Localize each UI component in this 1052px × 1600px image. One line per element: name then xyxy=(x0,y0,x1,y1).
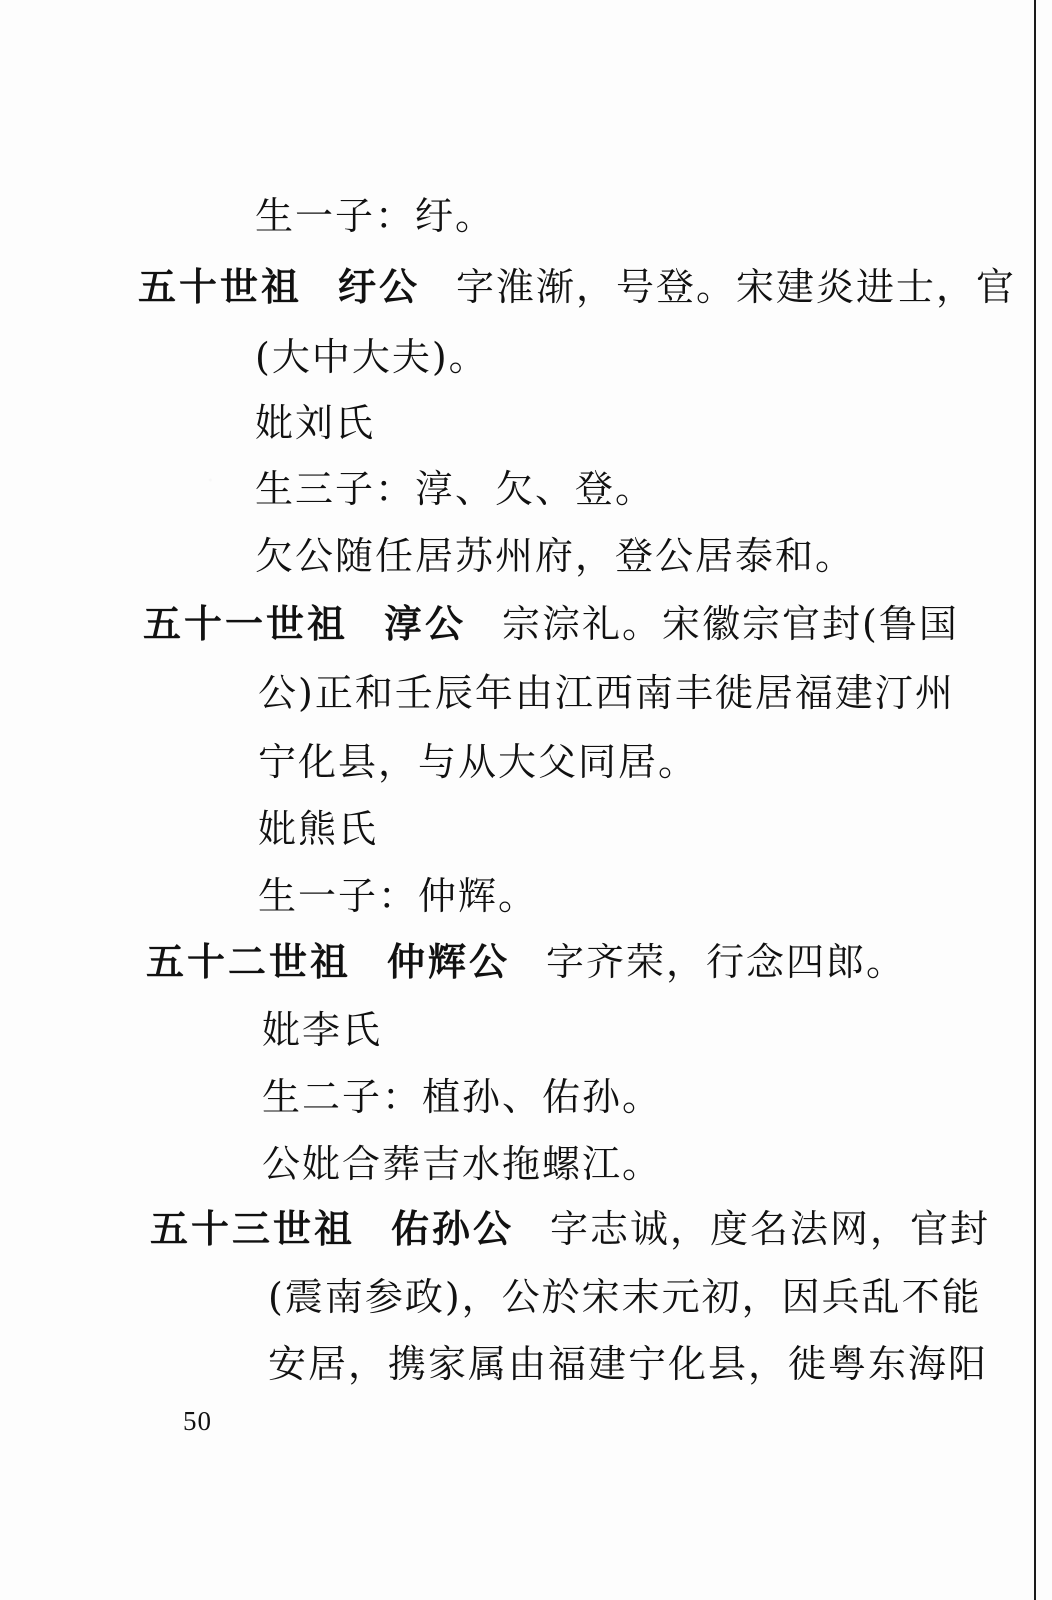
text-line: 妣熊氏 xyxy=(258,807,379,851)
text-line: 欠公随任居苏州府，登公居泰和。 xyxy=(255,534,856,578)
entry-description: 字齐荣，行念四郎。 xyxy=(546,940,907,984)
text-line: 妣刘氏 xyxy=(255,401,376,445)
text-line: 宁化县，与从大父同居。 xyxy=(258,740,699,784)
text-line: 安居，携家属由福建宁化县，徙粤东海阳 xyxy=(268,1342,989,1386)
page-number: 50 xyxy=(183,1406,212,1436)
generation-label: 五十二世祖 xyxy=(146,940,352,984)
page-edge-line xyxy=(1034,0,1036,1600)
text-line: 生一子：仲辉。 xyxy=(258,874,539,918)
text-line: 妣李氏 xyxy=(262,1008,383,1052)
text-line: 公妣合葬吉水拖螺江。 xyxy=(262,1142,663,1186)
text-line: 生二子：植孙、佑孙。 xyxy=(262,1075,663,1119)
genealogy-entry-50 xyxy=(138,265,1017,309)
text-line: (震南参政)，公於宋末元初，因兵乱不能 xyxy=(268,1275,982,1319)
genealogy-entry-52 xyxy=(146,940,907,984)
genealogy-entry-51 xyxy=(143,602,959,646)
ancestor-name: 佑孙公 xyxy=(391,1207,515,1251)
ancestor-name: 仲辉公 xyxy=(387,940,511,984)
ancestor-name: 纡公 xyxy=(338,265,421,309)
text-line: (大中大夫)。 xyxy=(255,335,489,379)
entry-description: 字志诚，度名法网，官封 xyxy=(550,1207,991,1251)
text-line: 生三子：淳、欠、登。 xyxy=(255,467,656,511)
generation-label: 五十一世祖 xyxy=(143,602,349,646)
text-line: 公)正和壬辰年由江西南丰徙居福建汀州 xyxy=(258,671,955,715)
generation-label: 五十三世祖 xyxy=(150,1207,356,1251)
genealogy-entry-53 xyxy=(150,1207,991,1251)
ancestor-name: 淳公 xyxy=(384,602,467,646)
generation-label: 五十世祖 xyxy=(138,265,303,309)
entry-description: 字淮渐，号登。宋建炎进士，官 xyxy=(456,265,1017,309)
text-line: 生一子：纡。 xyxy=(255,194,496,238)
entry-description: 宗淙礼。宋徽宗官封(鲁国 xyxy=(502,602,959,646)
